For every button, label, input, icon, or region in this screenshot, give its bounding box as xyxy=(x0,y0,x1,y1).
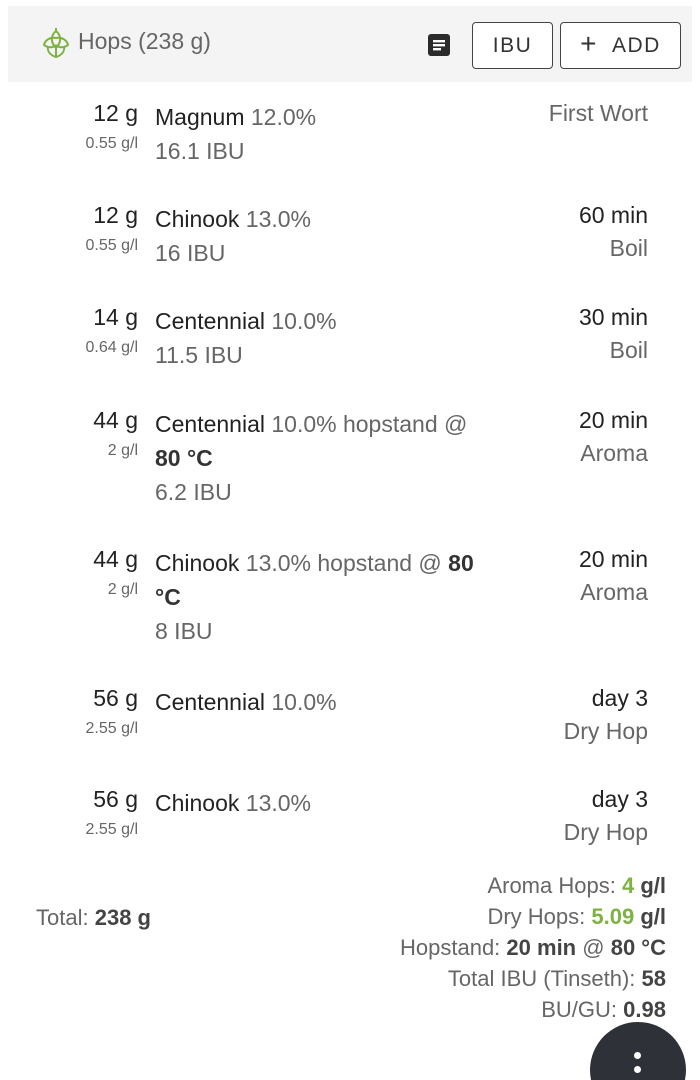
hop-time: day 3 xyxy=(591,685,648,711)
hop-details xyxy=(155,546,495,648)
total-value: 238 g xyxy=(94,905,151,930)
hop-amount: 14 g xyxy=(93,304,138,330)
aroma-value: 4 xyxy=(621,873,635,898)
hop-use: First Wort xyxy=(548,100,648,126)
hop-use: Boil xyxy=(609,337,648,363)
hop-concentration: 0.64 g/l xyxy=(85,339,138,356)
hop-name: Centennial xyxy=(155,308,265,334)
hopstand-at: @ xyxy=(582,935,605,960)
notes-icon[interactable] xyxy=(426,32,452,58)
hop-alpha: 13.0% xyxy=(245,550,311,576)
hop-ibu: 8 IBU xyxy=(155,618,213,644)
hop-ibu: 6.2 IBU xyxy=(155,479,232,505)
hop-row[interactable] xyxy=(0,304,700,374)
ibu-value: 58 xyxy=(641,966,666,991)
aroma-unit: g/l xyxy=(640,873,666,898)
hop-alpha: 10.0% xyxy=(271,308,337,334)
ibu-button[interactable] xyxy=(472,22,553,69)
aroma-label: Aroma Hops: xyxy=(487,873,616,898)
hop-alpha: 12.0% xyxy=(250,104,317,130)
hop-row[interactable] xyxy=(0,407,700,511)
hops-total xyxy=(36,905,151,931)
hopstand-temp: 80 °C xyxy=(155,550,474,610)
hop-concentration: 0.55 g/l xyxy=(85,135,138,152)
hop-alpha: 13.0% xyxy=(245,790,311,816)
hop-time: 60 min xyxy=(578,202,648,228)
hop-concentration: 2.55 g/l xyxy=(85,821,138,838)
bugu-value: 0.98 xyxy=(623,997,666,1022)
total-ibu-stat xyxy=(400,963,666,994)
hop-details xyxy=(155,100,495,168)
hopstand-prefix: hopstand @ xyxy=(342,411,468,437)
hop-alpha: 10.0% xyxy=(271,689,337,715)
hop-time: 20 min xyxy=(578,546,648,572)
hop-amount: 12 g xyxy=(93,100,138,126)
hop-time: 30 min xyxy=(578,304,648,330)
hop-use: Aroma xyxy=(580,579,648,605)
hop-icon xyxy=(40,26,72,60)
hop-amount: 56 g xyxy=(93,685,138,711)
hop-concentration: 2.55 g/l xyxy=(85,720,138,737)
section-title: Hops (238 g) xyxy=(78,28,211,54)
bugu-stat xyxy=(400,994,666,1025)
hop-use: Aroma xyxy=(580,440,648,466)
hop-row[interactable] xyxy=(0,202,700,272)
hop-details xyxy=(155,685,495,719)
ibu-label: Total IBU (Tinseth): xyxy=(447,966,636,991)
hop-name: Chinook xyxy=(155,790,240,816)
hop-amount: 56 g xyxy=(93,786,138,812)
hopstand-label: Hopstand: xyxy=(400,935,501,960)
hop-name: Magnum xyxy=(155,104,245,130)
hop-time: 20 min xyxy=(578,407,648,433)
hop-amount: 44 g xyxy=(93,546,138,572)
hopstand-stat xyxy=(400,932,666,963)
hop-use: Boil xyxy=(609,235,648,261)
dry-value: 5.09 xyxy=(591,904,635,929)
add-hop-button[interactable] xyxy=(560,22,681,69)
hopstand-temp-total: 80 °C xyxy=(610,935,666,960)
hop-time: day 3 xyxy=(591,786,648,812)
hop-amount: 44 g xyxy=(93,407,138,433)
hopstand-prefix: hopstand @ xyxy=(317,550,442,576)
hop-row[interactable] xyxy=(0,786,700,856)
hop-concentration: 2 g/l xyxy=(107,581,138,598)
hopstand-temp: 80 °C xyxy=(155,445,213,471)
hopstand-time: 20 min xyxy=(506,935,577,960)
hop-ibu: 16.1 IBU xyxy=(155,138,245,164)
hop-use: Dry Hop xyxy=(563,819,648,845)
hop-name: Centennial xyxy=(155,689,265,715)
hop-row[interactable] xyxy=(0,546,700,650)
hop-row[interactable] xyxy=(0,685,700,755)
hop-name: Chinook xyxy=(155,550,240,576)
total-label: Total: xyxy=(36,905,89,930)
dry-label: Dry Hops: xyxy=(487,904,586,929)
hop-ibu: 16 IBU xyxy=(155,240,226,266)
hop-alpha: 10.0% xyxy=(271,411,337,437)
dry-unit: g/l xyxy=(640,904,666,929)
ibu-button-label: IBU xyxy=(492,33,533,57)
hop-details xyxy=(155,304,495,372)
dry-hops-stat xyxy=(400,901,666,932)
add-button-label: ADD xyxy=(612,33,661,57)
hop-use: Dry Hop xyxy=(563,718,648,744)
plus-icon: + xyxy=(580,28,598,59)
hop-alpha: 13.0% xyxy=(245,206,311,232)
bugu-label: BU/GU: xyxy=(541,997,618,1022)
hop-name: Centennial xyxy=(155,411,265,437)
hop-amount: 12 g xyxy=(93,202,138,228)
hop-name: Chinook xyxy=(155,206,240,232)
aroma-hops-stat xyxy=(400,870,666,901)
hop-concentration: 0.55 g/l xyxy=(85,237,138,254)
hops-section-header xyxy=(8,6,692,82)
hop-details xyxy=(155,407,495,509)
hop-details xyxy=(155,786,495,820)
hop-concentration: 2 g/l xyxy=(107,442,138,459)
hop-ibu: 11.5 IBU xyxy=(155,342,243,368)
hop-details xyxy=(155,202,495,270)
hop-row[interactable] xyxy=(0,100,700,170)
